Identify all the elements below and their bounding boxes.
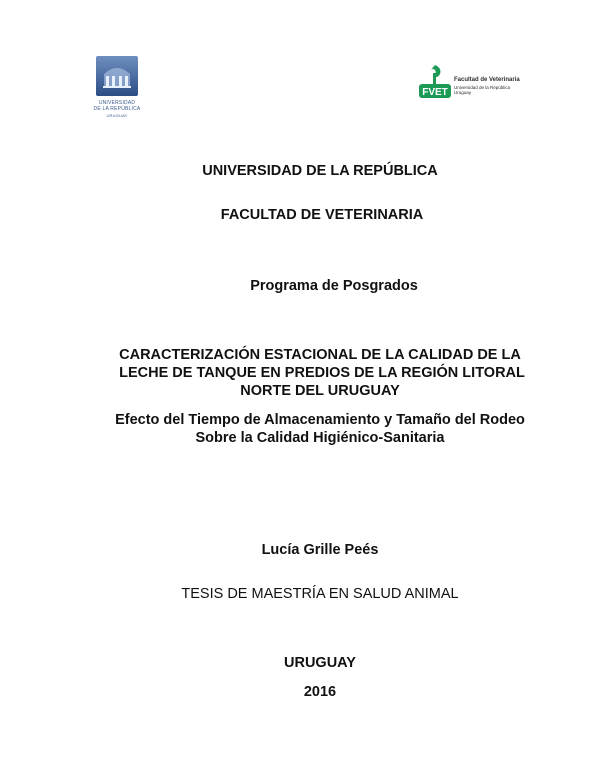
author-name: Lucía Grille Peés [261, 542, 379, 558]
thesis-subtitle-line2: Sobre la Calidad Higiénico-Sanitaria [195, 430, 445, 446]
thesis-title-line3: NORTE DEL URUGUAY [240, 383, 400, 399]
fvet-logo-icon [418, 64, 452, 100]
university-logo-line2: DE LA REPÚBLICA [93, 106, 141, 112]
faculty-logo-line3: Uruguay [454, 90, 472, 95]
university-seal-icon [96, 56, 138, 96]
degree-name: TESIS DE MAESTRÍA EN SALUD ANIMAL [181, 586, 459, 602]
faculty-logo-line1: Facultad de Veterinaria [454, 77, 520, 83]
university-name: UNIVERSIDAD DE LA REPÚBLICA [202, 163, 438, 179]
country: URUGUAY [284, 655, 356, 671]
thesis-title-line1: CARACTERIZACIÓN ESTACIONAL DE LA CALIDAD DE LA [119, 347, 521, 363]
faculty-name: FACULTAD DE VETERINARIA [220, 207, 424, 223]
fvet-badge-text: FVET [422, 87, 448, 98]
university-logo-line3: URUGUAY [106, 113, 128, 118]
program-name: Programa de Posgrados [250, 278, 418, 294]
university-logo [93, 56, 141, 126]
thesis-title-line2: LECHE DE TANQUE EN PREDIOS DE LA REGIÓN LITORAL [119, 365, 525, 381]
university-logo-line1: UNIVERSIDAD [98, 100, 136, 106]
year: 2016 [303, 684, 337, 700]
faculty-logo-line2: Universidad de la República [454, 85, 511, 90]
faculty-logo [418, 64, 518, 104]
thesis-subtitle-line1: Efecto del Tiempo de Almacenamiento y Tamaño del Rodeo [115, 412, 525, 428]
